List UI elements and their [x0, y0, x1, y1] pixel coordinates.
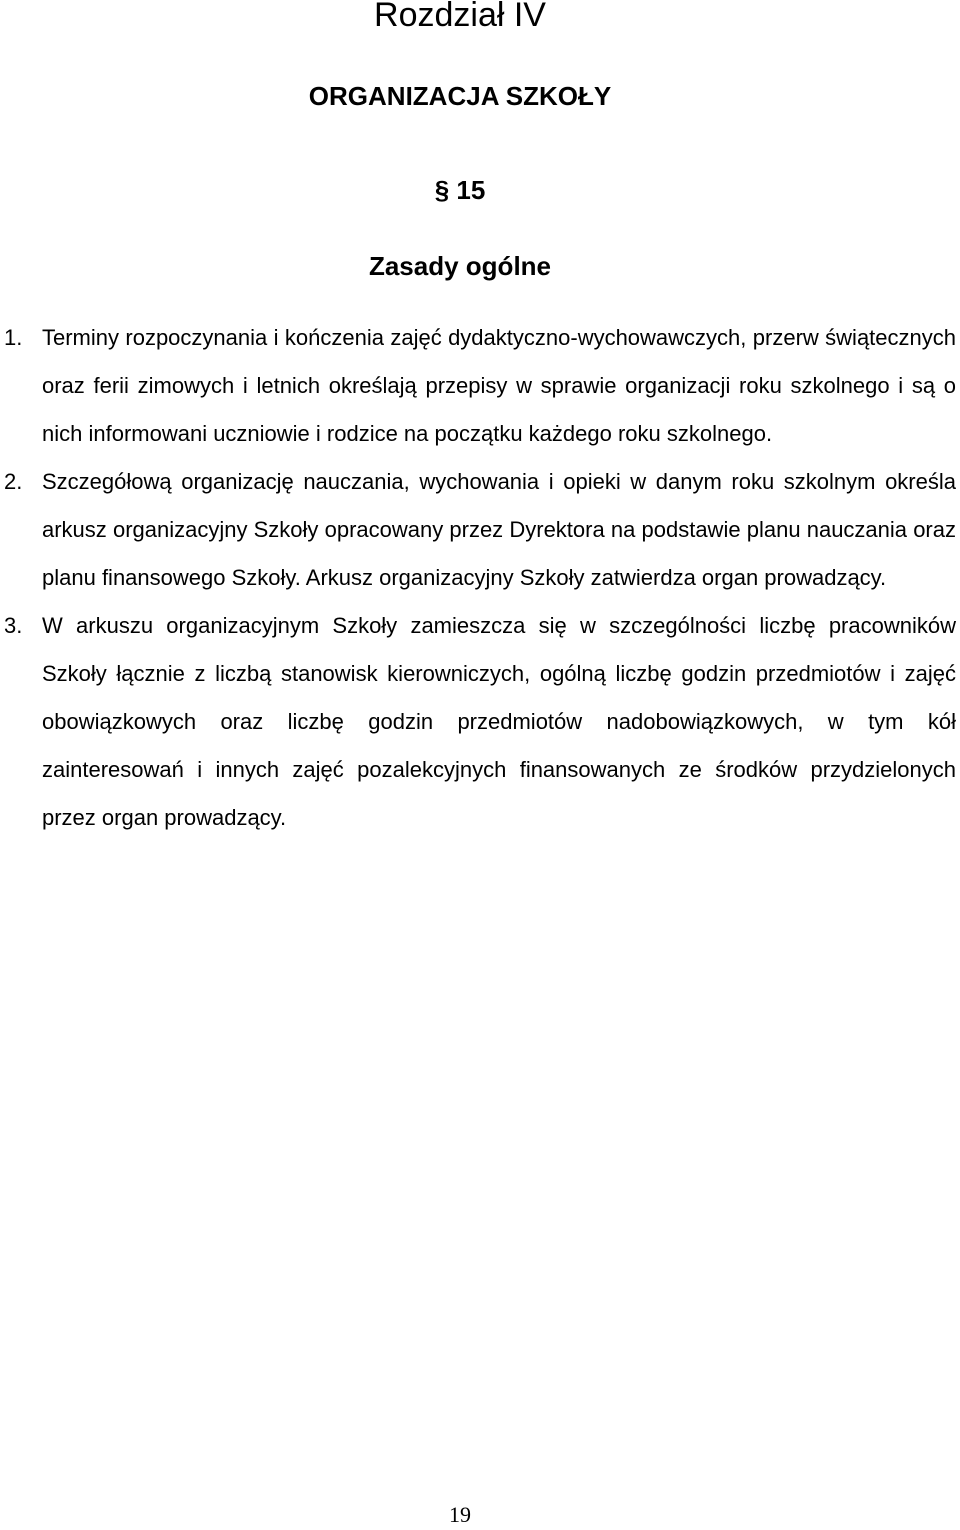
list-item-2 [0, 458, 960, 602]
rules-list [0, 314, 960, 842]
page-number: 19 [449, 1502, 471, 1527]
list-item-3 [0, 602, 960, 842]
item-number: 1. [4, 325, 23, 350]
item-text: Terminy rozpoczynania i kończenia zajęć dydaktyczno-wychowawczych, przerw świątecznych oraz ferii zimowych i letnich określają przepisy w sprawie organizacji roku szkolnego i są o nich informowani uczniowie i rodzice na początku każdego roku szkolnego. [42, 325, 956, 446]
chapter-title: Rozdział IV [374, 0, 546, 34]
paragraph-heading: Zasady ogólne [368, 251, 552, 281]
item-text: Szczegółową organizację nauczania, wychowania i opieki w danym roku szkolnym określa arkusz organizacyjny Szkoły opracowany przez Dyrektora na podstawie planu nauczania oraz planu finansowego Szkoły. Arkusz organizacyjny Szkoły zatwierdza organ prowadzący. [42, 469, 956, 590]
paragraph-number: § 15 [434, 175, 486, 205]
item-number: 3. [4, 613, 23, 638]
list-item-1 [0, 314, 960, 458]
item-number: 2. [4, 469, 23, 494]
item-text: W arkuszu organizacyjnym Szkoły zamieszcza się w szczególności liczbę pracowników Szkoły łącznie z liczbą stanowisk kierowniczych, ogólną liczbę godzin przedmiotów i zajęć obowiązkowych oraz liczbę godzin przedmiotów nadobowiązkowych, w tym kół zainteresowań i innych zajęć pozalekcyjnych finansowanych ze środków przydzielonych przez organ prowadzący. [42, 613, 956, 830]
section-title: ORGANIZACJA SZKOŁY [308, 81, 612, 111]
